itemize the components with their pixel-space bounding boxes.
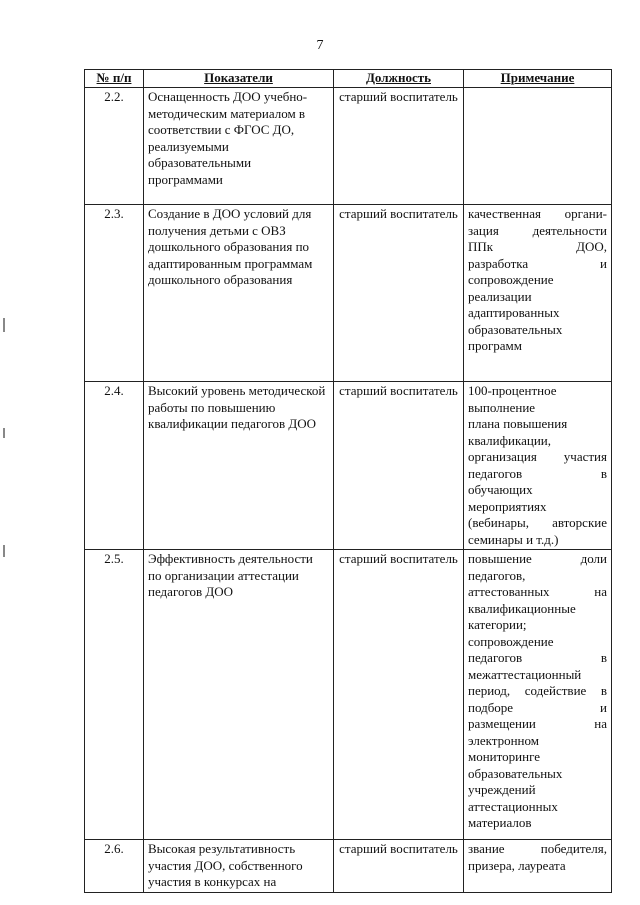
note-line: педагогов, (468, 567, 526, 583)
row-indicator: Высокая результативность участия ДОО, собственного участия в конкурсах на (144, 840, 334, 893)
header-number: № п/п (85, 70, 144, 88)
header-indicator: Показатели (144, 70, 334, 88)
indicators-table (84, 69, 612, 893)
page-number: 7 (316, 38, 324, 53)
row-position: старший воспитатель (334, 382, 464, 550)
row-number: 2.6. (85, 840, 144, 893)
note-line: период, содействие в (468, 683, 607, 698)
note-line: квалификационные (468, 600, 576, 616)
note-line: педагогов в (468, 465, 607, 481)
note-line: обучающих (468, 482, 533, 497)
note-line: материалов (468, 815, 532, 830)
row-indicator: Эффективность деятельности по организации аттестации педагогов ДОО (144, 550, 334, 840)
note-line: (вебинары, авторские (468, 515, 607, 530)
table-header-row (85, 70, 612, 88)
table-row (85, 840, 612, 893)
note-line: разработка и (468, 255, 607, 271)
row-note (464, 382, 612, 550)
row-number: 2.4. (85, 382, 144, 550)
note-line: призера, лауреата (468, 857, 566, 873)
row-position: старший воспитатель (334, 550, 464, 840)
note-line: подборе и (468, 699, 607, 715)
note-line: реализации (468, 288, 532, 304)
header-note: Примечание (464, 70, 612, 88)
table-row (85, 205, 612, 382)
note-line: звание победителя, (468, 841, 607, 856)
note-line: адаптированных (468, 305, 560, 320)
note-line: качественная органи- (468, 206, 607, 221)
row-number: 2.2. (85, 88, 144, 205)
note-line: зация деятельности (468, 222, 607, 238)
row-note (464, 88, 612, 205)
row-number: 2.5. (85, 550, 144, 840)
row-position: старший воспитатель (334, 840, 464, 893)
scan-margin-mark (3, 545, 5, 557)
note-line: электронном (468, 732, 539, 748)
note-line: образовательных (468, 321, 563, 337)
note-line: квалификации, (468, 432, 552, 448)
row-note (464, 205, 612, 382)
note-line: сопровождение (468, 272, 554, 287)
note-line: плана повышения (468, 416, 568, 431)
note-line: мониторинге (468, 749, 540, 764)
note-line: сопровождение (468, 633, 554, 649)
scan-margin-mark (3, 428, 5, 438)
note-line: ППк ДОО, (468, 239, 607, 254)
note-line: выполнение (468, 399, 536, 415)
row-note (464, 840, 612, 893)
note-line: мероприятиях (468, 498, 547, 514)
table-row (85, 382, 612, 550)
note-line: повышение доли (468, 551, 607, 566)
note-line: учреждений (468, 782, 536, 797)
table-row (85, 88, 612, 205)
note-line: организация участия (468, 449, 607, 464)
note-line: педагогов в (468, 650, 607, 665)
row-position: старший воспитатель (334, 88, 464, 205)
scan-margin-mark (3, 318, 5, 332)
row-note (464, 550, 612, 840)
note-line: размещении на (468, 716, 607, 731)
note-line: 100-процентное (468, 383, 557, 398)
note-line: образовательных (468, 765, 563, 781)
row-indicator: Высокий уровень методической работы по повышению квалификации педагогов ДОО (144, 382, 334, 550)
table-row (85, 550, 612, 840)
row-position: старший воспитатель (334, 205, 464, 382)
row-indicator: Создание в ДОО условий для получения детьми с ОВЗ дошкольного образования по адаптированным программам дошкольного образования (144, 205, 334, 382)
note-line: семинары и т.д.) (468, 531, 559, 547)
note-line: межаттестационный (468, 666, 582, 682)
header-position: Должность (334, 70, 464, 88)
note-line: аттестационных (468, 798, 558, 814)
row-indicator: Оснащенность ДОО учебно-методическим материалом в соответствии с ФГОС ДО, реализуемыми образовательными программами (144, 88, 334, 205)
note-line: программ (468, 338, 523, 353)
note-line: аттестованных на (468, 584, 607, 599)
note-line: категории; (468, 617, 527, 632)
row-number: 2.3. (85, 205, 144, 382)
